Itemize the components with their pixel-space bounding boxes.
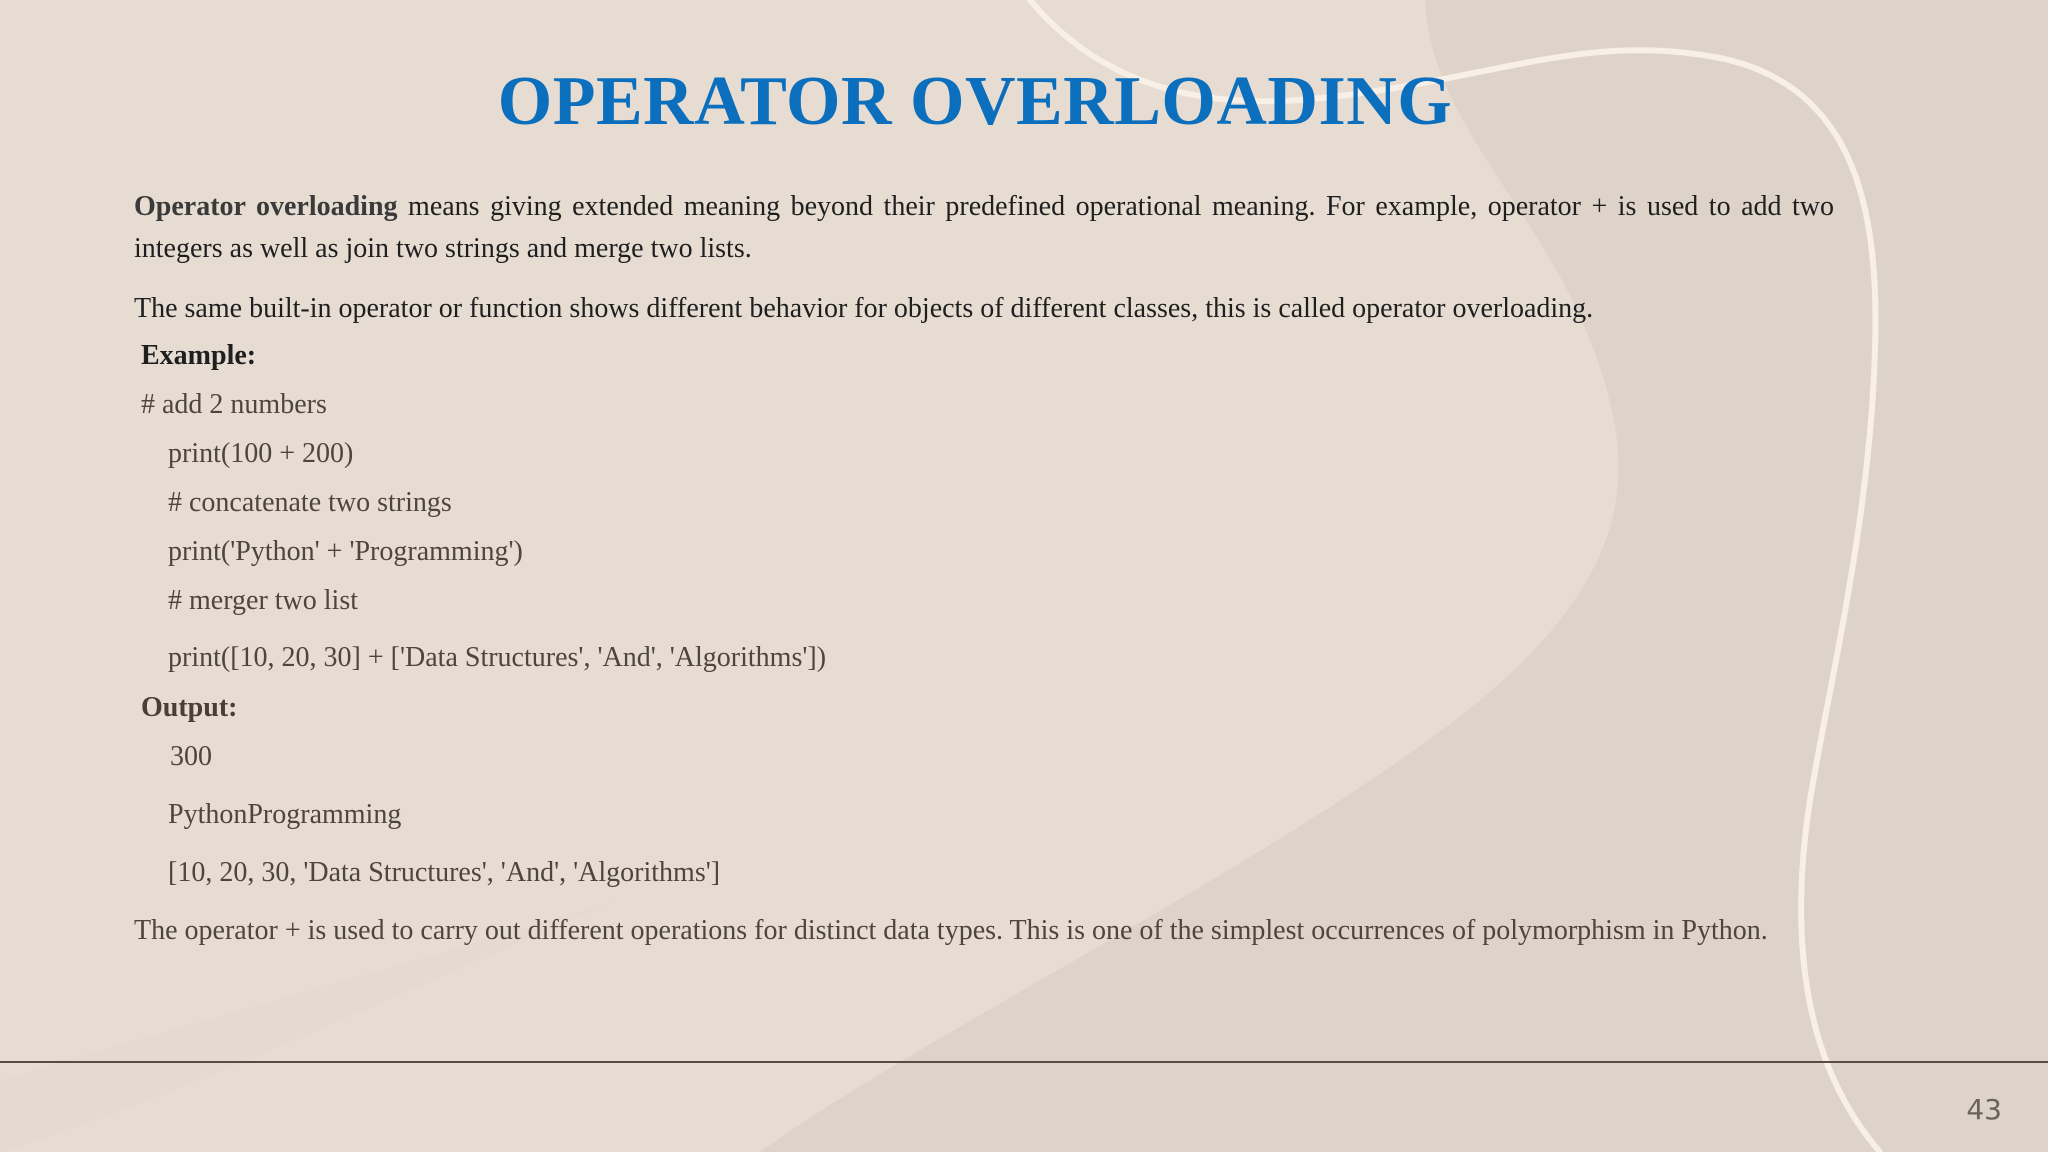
code-line: print('Python' + 'Programming') <box>168 536 523 567</box>
slide-title: OPERATOR OVERLOADING <box>497 63 1453 140</box>
output-line: 300 <box>170 741 212 772</box>
output-line: [10, 20, 30, 'Data Structures', 'And', 'Algorithms'] <box>168 857 721 888</box>
code-line: print([10, 20, 30] + ['Data Structures', 'And', 'Algorithms']) <box>168 642 827 673</box>
footer-divider <box>0 1061 2048 1063</box>
conclusion-paragraph: The operator + is used to carry out different operations for distinct data types. This is one of the simplest occurrences of polymorphism in Python. <box>134 915 1768 946</box>
intro-text: means giving extended meaning beyond their predefined operational meaning. For example, operator + is used to add two integers as well as join two strings and merge two lists. <box>134 191 1834 264</box>
page-number: 43 <box>1966 1093 2002 1126</box>
definition-paragraph: The same built-in operator or function shows different behavior for objects of different classes, this is called operator overloading. <box>134 293 1594 324</box>
output-line: PythonProgramming <box>168 799 402 830</box>
code-line: # add 2 numbers <box>141 389 327 420</box>
intro-paragraph <box>134 186 1834 270</box>
example-heading: Example: <box>141 340 257 371</box>
code-line: print(100 + 200) <box>168 438 354 469</box>
output-heading: Output: <box>141 692 238 723</box>
intro-bold-term: Operator overloading <box>134 191 398 222</box>
code-line: # concatenate two strings <box>168 487 452 518</box>
code-line: # merger two list <box>168 585 359 616</box>
